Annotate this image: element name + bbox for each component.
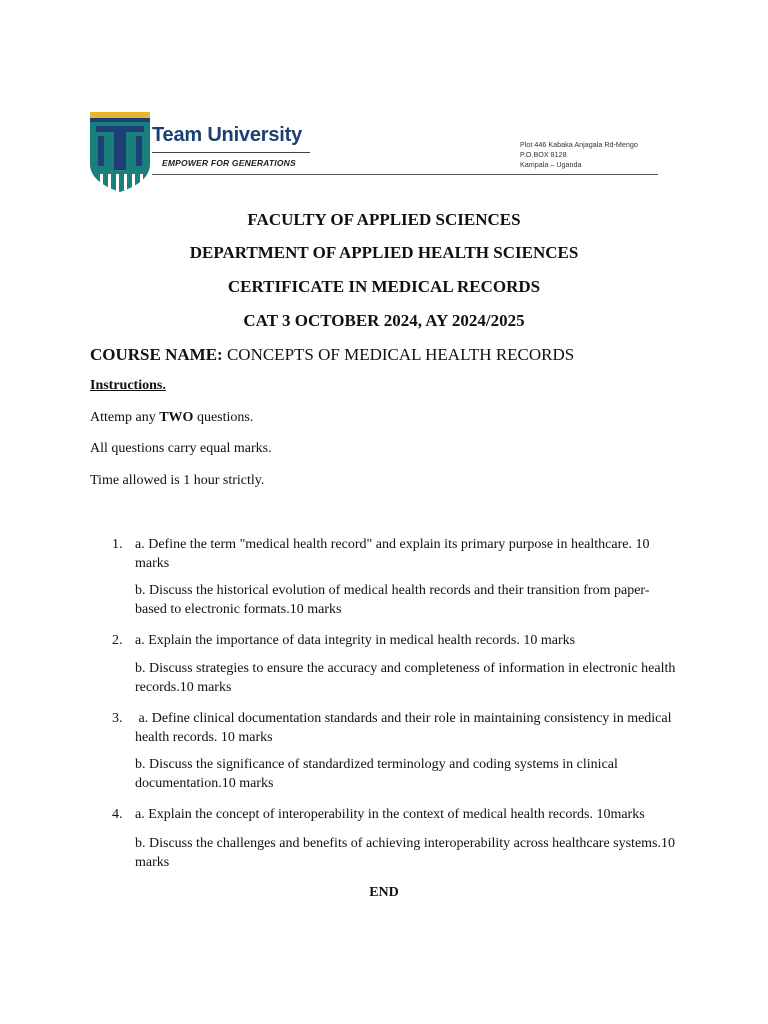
question-part-b: b. Discuss the significance of standardized terminology and coding systems in clinical documentation.10 marks: [135, 757, 618, 791]
course-label: COURSE NAME:: [90, 345, 223, 364]
instruction-time: Time allowed is 1 hour strictly.: [90, 473, 265, 488]
course-name: CONCEPTS OF MEDICAL HEALTH RECORDS: [226, 345, 575, 364]
question-number: 2.: [112, 633, 123, 648]
letterhead: [90, 112, 658, 196]
instruction-attempt: [90, 410, 253, 426]
instruction-marks: All questions carry equal marks.: [90, 441, 272, 456]
course-name-line: [90, 345, 574, 365]
team-university-logo-icon: [90, 112, 150, 194]
question-part-a: a. Define clinical documentation standards and their role in maintaining consistency in medical health records. 10 marks: [135, 711, 675, 745]
question-part-a: a. Define the term "medical health record" and explain its primary purpose in healthcare. 10 marks: [135, 537, 650, 571]
address-line: P.O.BOX 8128: [520, 150, 567, 159]
question-number: 3.: [112, 711, 123, 726]
instruction-emphasis: TWO: [159, 410, 194, 425]
address-line: Plot 446 Kabaka Anjagala Rd-Mengo: [520, 140, 638, 149]
question-part-a: a. Explain the importance of data integrity in medical health records. 10 marks: [135, 633, 576, 648]
letterhead-rule: [152, 174, 658, 175]
end-marker: END: [369, 885, 399, 900]
question-number: 4.: [112, 807, 123, 822]
university-name: Team University: [152, 124, 303, 146]
question-part-b: b. Discuss the historical evolution of medical health records and their transition from paper-based to electronic formats.10 marks: [135, 583, 650, 617]
programme-heading: CERTIFICATE IN MEDICAL RECORDS: [227, 277, 541, 296]
exam-heading: CAT 3 OCTOBER 2024, AY 2024/2025: [243, 311, 525, 330]
motto-divider: [152, 152, 310, 153]
instruction-text: questions.: [193, 410, 254, 425]
question-part-a: a. Explain the concept of interoperability in the context of medical health records. 10marks: [135, 807, 645, 822]
address-line: Kampala – Uganda: [520, 160, 582, 169]
instruction-text: Attemp any: [90, 410, 160, 425]
university-address: [520, 140, 638, 170]
question-part-b: b. Discuss strategies to ensure the accuracy and completeness of information in electronic health records.10 marks: [135, 661, 676, 695]
department-heading: DEPARTMENT OF APPLIED HEALTH SCIENCES: [189, 243, 579, 262]
faculty-heading: FACULTY OF APPLIED SCIENCES: [247, 210, 521, 229]
question-part-b: b. Discuss the challenges and benefits of achieving interoperability across healthcare systems.10 marks: [135, 836, 675, 870]
instructions-title: Instructions.: [90, 378, 166, 393]
question-number: 1.: [112, 537, 123, 552]
university-motto: EMPOWER FOR GENERATIONS: [162, 158, 296, 168]
